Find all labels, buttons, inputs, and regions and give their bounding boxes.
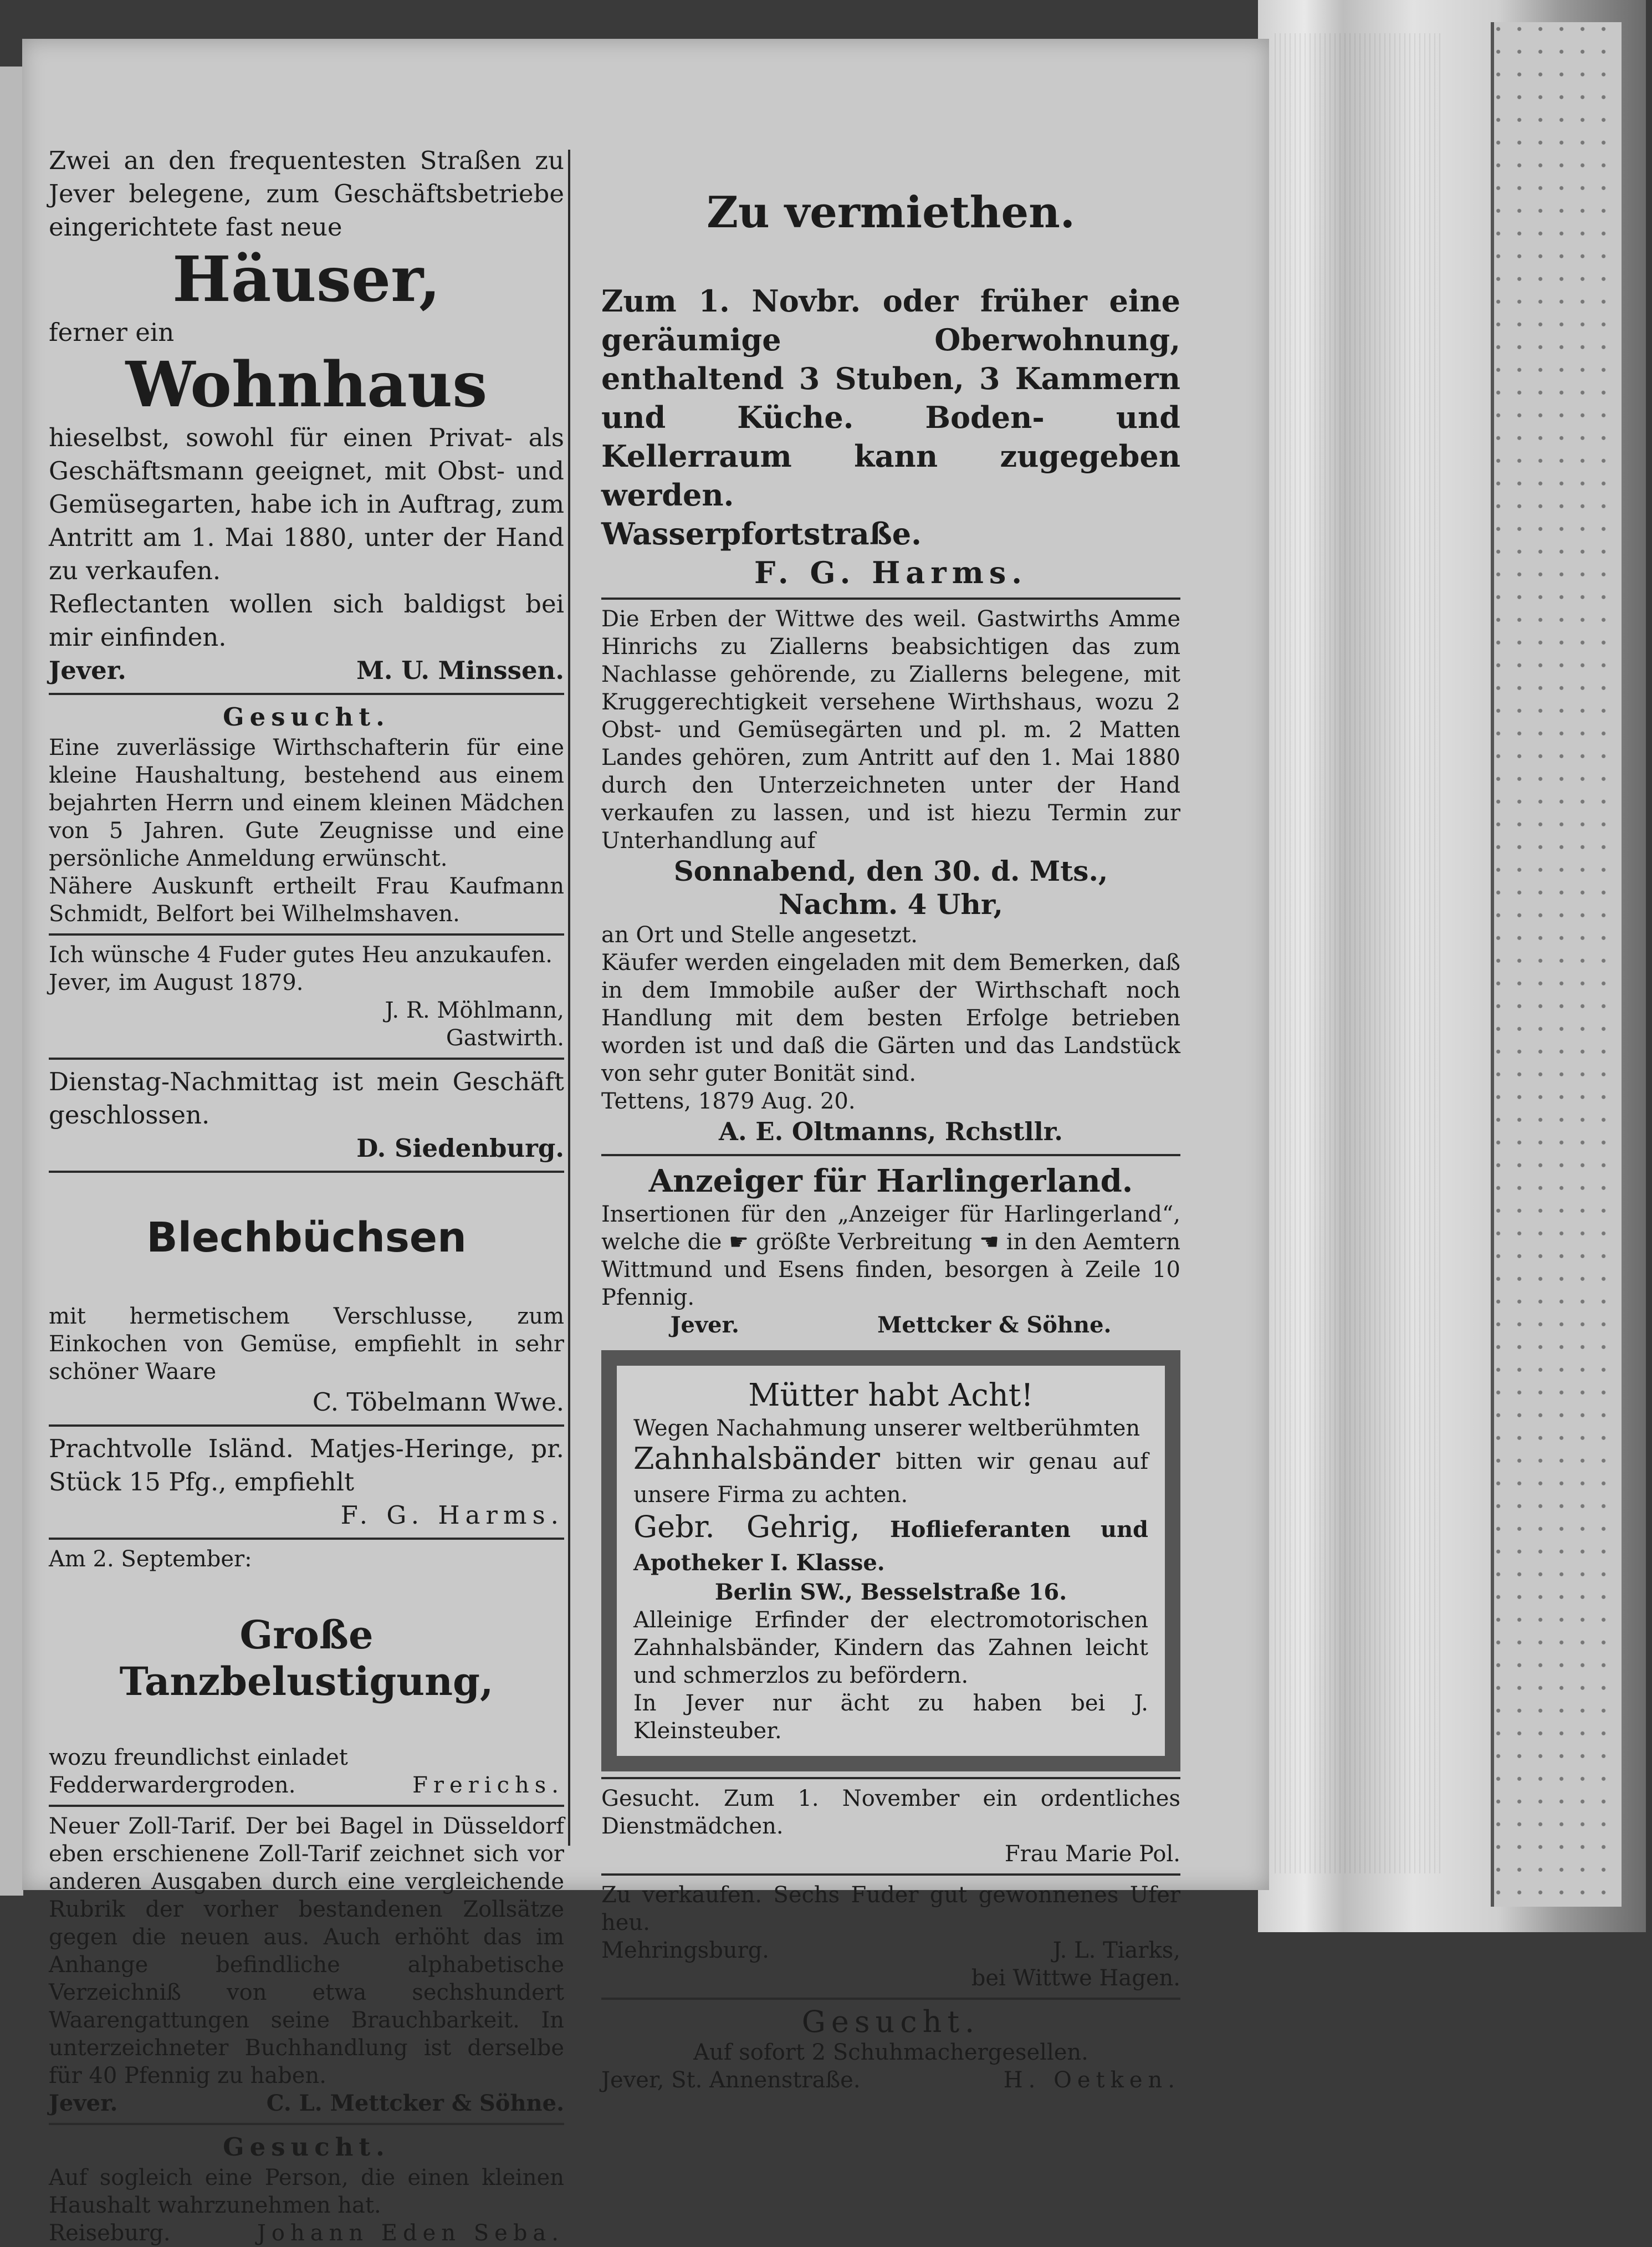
ad-blechbuechsen-head: Blechbüchsen xyxy=(146,1214,467,1262)
ad-gesucht-1-body: Eine zuverlässige Wirthschafterin für eine kleine Haushaltung, bestehend aus einem bejahrten Herrn und einem kleinen Mädchen von 5 Jahren. Gute Zeugnisse und eine persönliche Anmeldung erwünscht. xyxy=(49,735,564,871)
ad-wirthshaus-place: an Ort und Stelle angesetzt. xyxy=(601,922,918,948)
ad-uferheu-place: Mehringsburg. xyxy=(601,1938,770,1963)
ad-zahnhalsbaender-firm2: Hoflieferanten und Apotheker I. Klasse. xyxy=(633,1516,1149,1576)
ad-houses-body2: Reflectanten wollen sich baldigst bei mir einfinden. xyxy=(49,589,564,652)
ad-zahnhalsbaender-body: Wegen Nachahmung unserer weltberühmten xyxy=(633,1416,1140,1441)
ad-zahnhalsbaender-firm-line xyxy=(633,1510,1148,1579)
ad-houses-title2: Wohnhaus xyxy=(125,349,488,421)
left-column xyxy=(49,144,564,2247)
divider xyxy=(49,2123,564,2125)
ad-zolltarif-body: Neuer Zoll-Tarif. Der bei Bagel in Düsseldorf eben erschienene Zoll-Tarif zeichnet sich vor anderen Ausgaben durch eine vergleichende Rubrik der vorher bestandenen Zollsätze gegen die neuen aus. Auch erhöht das im Anhange befindliche alphabetische Verzeichniß von etwa sechshundert Waarengattungen seine Brauchbarkeit. In unterzeichneter Buchhandlung ist derselbe für 40 Pfennig zu haben. xyxy=(49,1814,564,2088)
ad-anzeiger-head: Anzeiger für Harlingerland. xyxy=(648,1163,1133,1199)
ad-wirthshaus-body: Die Erben der Wittwe des weil. Gastwirths Amme Hinrichs zu Ziallerns beabsichtigen das zum Nachlasse gehörende, zu Ziallerns belegene, mit Kruggerechtigkeit versehene Wirthshaus, wozu 2 Obst- und Gemüsegärten und pl. m. 2 Matten Landes gehören, zum Antritt auf den 1. Mai 1880 durch den Unterzeichneten unter der Hand verkaufen zu lassen, und ist hiezu Termin zur Unterhandlung auf xyxy=(601,606,1180,854)
divider xyxy=(49,1424,564,1427)
divider xyxy=(49,1538,564,1540)
ad-schuhmacher-body: Auf sofort 2 Schuhmachergesellen. xyxy=(693,2040,1088,2065)
ad-tanz-intro: Am 2. September: xyxy=(49,1546,252,1572)
divider xyxy=(601,1873,1180,1876)
ad-tanz-signature-line xyxy=(49,1771,564,1799)
ad-zahnhalsbaender-firm: Gebr. Gehrig, xyxy=(633,1509,860,1544)
ad-gesucht-1-body2: Nähere Auskunft ertheilt Frau Kaufmann Schmidt, Belfort bei Wilhelmshaven. xyxy=(49,874,564,927)
ad-schuhmacher-signature-line xyxy=(601,2066,1180,2094)
ad-vermiethen-street: Wasserpfortstraße. xyxy=(601,516,922,551)
column-divider xyxy=(568,150,570,1846)
ad-houses-intro: Zwei an den frequentesten Straßen zu Jever belegene, zum Geschäftsbetriebe eingerichtete fast neue xyxy=(49,146,564,242)
ad-zahnhalsbaender-product: Zahnhalsbänder xyxy=(633,1441,881,1476)
ad-wirthshaus-dateline: Tettens, 1879 Aug. 20. xyxy=(601,1089,856,1114)
ad-heringe xyxy=(49,1432,564,1532)
ad-heringe-sign: F. G. Harms. xyxy=(340,1500,564,1530)
ad-heu-body: Ich wünsche 4 Fuder gutes Heu anzukaufen. xyxy=(49,942,553,968)
divider xyxy=(601,1154,1180,1156)
ad-blechbuechsen xyxy=(49,1214,564,1419)
ad-wirthshaus-time: Nachm. 4 Uhr, xyxy=(779,888,1003,921)
book-cover-board xyxy=(1491,22,1622,1907)
ad-uferheu-signature-line xyxy=(601,1937,1180,1964)
ad-schuhmacher-place: Jever, St. Annenstraße. xyxy=(601,2067,861,2093)
ad-heu-sign: J. R. Möhlmann, xyxy=(385,998,564,1023)
ad-gesucht-2-signature-line xyxy=(49,2219,564,2247)
ad-wirthshaus-date: Sonnabend, den 30. d. Mts., xyxy=(673,855,1108,887)
ad-tanz-head: Große Tanzbelustigung, xyxy=(119,1612,494,1704)
ad-dienstmaedchen-body: Gesucht. Zum 1. November ein ordentliches Dienstmädchen. xyxy=(601,1786,1180,1839)
ad-tanz-sign: Frerichs. xyxy=(412,1773,564,1798)
ad-zahnhalsbaender-box xyxy=(601,1350,1180,1771)
right-column xyxy=(601,144,1180,2094)
ad-zolltarif-signature-line xyxy=(49,2090,564,2117)
ad-wirthshaus-body2: Käufer werden eingeladen mit dem Bemerken, daß in dem Immobile außer der Wirthschaft noch Handlung mit dem besten Erfolge betrieben worden ist und daß die Gärten und das Landstück von sehr guter Bonität sind. xyxy=(601,950,1180,1086)
ad-anzeiger-place: Jever. xyxy=(670,1312,739,1338)
ad-houses-ferner: ferner ein xyxy=(49,318,175,347)
divider xyxy=(49,1058,564,1060)
newspaper-page xyxy=(22,39,1269,2246)
ad-schuhmacher xyxy=(601,2005,1180,2094)
ad-siedenburg-sign: D. Siedenburg. xyxy=(356,1133,564,1163)
divider xyxy=(49,933,564,936)
ad-zahnhalsbaender-body2: bitten wir genau auf unsere Firma zu achten. xyxy=(633,1449,1148,1508)
ad-blechbuechsen-body: mit hermetischem Verschlusse, zum Einkochen von Gemüse, empfiehlt in sehr schöner Waare xyxy=(49,1304,564,1385)
divider xyxy=(601,598,1180,600)
divider xyxy=(601,1998,1180,2000)
divider xyxy=(601,1777,1180,1779)
ad-uferheu-sign: J. L. Tiarks, xyxy=(1052,1938,1180,1963)
ad-gesucht-2-sign: Johann Eden Seba. xyxy=(257,2220,564,2246)
ad-gesucht-2-body: Auf sogleich eine Person, die einen kleinen Haushalt wahrzunehmen hat. xyxy=(49,2165,564,2218)
ad-zolltarif xyxy=(49,1812,564,2117)
ad-heu xyxy=(49,941,564,1052)
ad-zahnhalsbaender-body4: In Jever nur ächt zu haben bei J. Kleinsteuber. xyxy=(633,1691,1148,1744)
ad-tanz xyxy=(49,1545,564,1799)
ad-uferheu xyxy=(601,1881,1180,1992)
divider xyxy=(49,693,564,695)
ad-siedenburg-body: Dienstag-Nachmittag ist mein Geschäft geschlossen. xyxy=(49,1067,564,1130)
ad-zahnhalsbaender-address: Berlin SW., Besselstraße 16. xyxy=(714,1579,1067,1605)
ad-wirthshaus-sign: A. E. Oltmanns, Rchstllr. xyxy=(719,1117,1063,1146)
ad-houses-sign: M. U. Minssen. xyxy=(356,656,564,685)
ad-siedenburg xyxy=(49,1065,564,1165)
ad-schuhmacher-sign: H. Oetken. xyxy=(1003,2067,1180,2093)
ad-vermiethen-head: Zu vermiethen. xyxy=(707,187,1075,238)
ad-vermiethen-body: Zum 1. Novbr. oder früher eine geräumige Oberwohnung, enthaltend 3 Stuben, 3 Kammern und Küche. Boden- und Kellerraum kann zugegeben werden. xyxy=(601,283,1180,513)
ad-wirthshaus xyxy=(601,605,1180,1148)
ad-houses xyxy=(49,144,564,687)
ad-anzeiger-signature-line xyxy=(601,1311,1180,1339)
previous-page-edge xyxy=(0,67,23,1896)
ad-houses-body: hieselbst, sowohl für einen Privat- als Geschäftsmann geeignet, mit Obst- und Gemüsegarten, habe ich in Auftrag, zum Antritt am 1. Mai 1880, unter der Hand zu verkaufen. xyxy=(49,423,564,585)
ad-zolltarif-place: Jever. xyxy=(49,2090,118,2116)
ad-zolltarif-sign: C. L. Mettcker & Söhne. xyxy=(266,2090,564,2116)
divider xyxy=(49,1171,564,1173)
ad-uferheu-body: Zu verkaufen. Sechs Fuder gut gewonnenes Ufer heu. xyxy=(601,1882,1180,1936)
ad-tanz-body: wozu freundlichst einladet xyxy=(49,1745,348,1770)
ad-vermiethen xyxy=(601,187,1180,592)
ad-heu-date: Jever, im August 1879. xyxy=(49,970,304,995)
ad-schuhmacher-head: Gesucht. xyxy=(801,2004,980,2039)
page-stack-lines xyxy=(1275,33,1441,1873)
ad-zahnhalsbaender-head: Mütter habt Acht! xyxy=(748,1377,1034,1413)
ad-tanz-place: Fedderwardergroden. xyxy=(49,1773,296,1798)
ad-gesucht-2-place: Reiseburg. xyxy=(49,2220,171,2246)
ad-heu-sign2: Gastwirth. xyxy=(446,1025,564,1051)
ad-zahnhalsbaender-product-line xyxy=(633,1442,1148,1510)
ad-vermiethen-sign: F. G. Harms. xyxy=(754,555,1028,590)
ad-anzeiger xyxy=(601,1162,1180,1339)
ad-gesucht-1-head: Gesucht. xyxy=(223,702,390,732)
divider xyxy=(49,1805,564,1807)
ad-dienstmaedchen xyxy=(601,1785,1180,1868)
ad-gesucht-2-head: Gesucht. xyxy=(223,2132,390,2162)
ad-anzeiger-sign: Mettcker & Söhne. xyxy=(877,1312,1112,1338)
ad-dienstmaedchen-sign: Frau Marie Pol. xyxy=(1004,1841,1180,1867)
ad-blechbuechsen-sign: C. Töbelmann Wwe. xyxy=(312,1387,564,1417)
ad-heringe-body: Prachtvolle Isländ. Matjes-Heringe, pr. Stück 15 Pfg., empfiehlt xyxy=(49,1434,564,1497)
ad-uferheu-sign2: bei Wittwe Hagen. xyxy=(971,1965,1180,1991)
ad-anzeiger-body: Insertionen für den „Anzeiger für Harlingerland“, welche die ☛ größte Verbreitung ☚ in den Aemtern Wittmund und Esens finden, besorgen à Zeile 10 Pfennig. xyxy=(601,1202,1180,1310)
ad-gesucht-1 xyxy=(49,701,564,928)
ad-houses-place: Jever. xyxy=(49,656,126,685)
ad-houses-title: Häuser, xyxy=(172,243,441,316)
ad-zahnhalsbaender-body3: Alleinige Erfinder der electromotorischen Zahnhalsbänder, Kindern das Zahnen leicht und schmerzlos zu befördern. xyxy=(633,1607,1148,1688)
ad-gesucht-2 xyxy=(49,2131,564,2247)
ad-houses-signature-line xyxy=(49,654,564,687)
